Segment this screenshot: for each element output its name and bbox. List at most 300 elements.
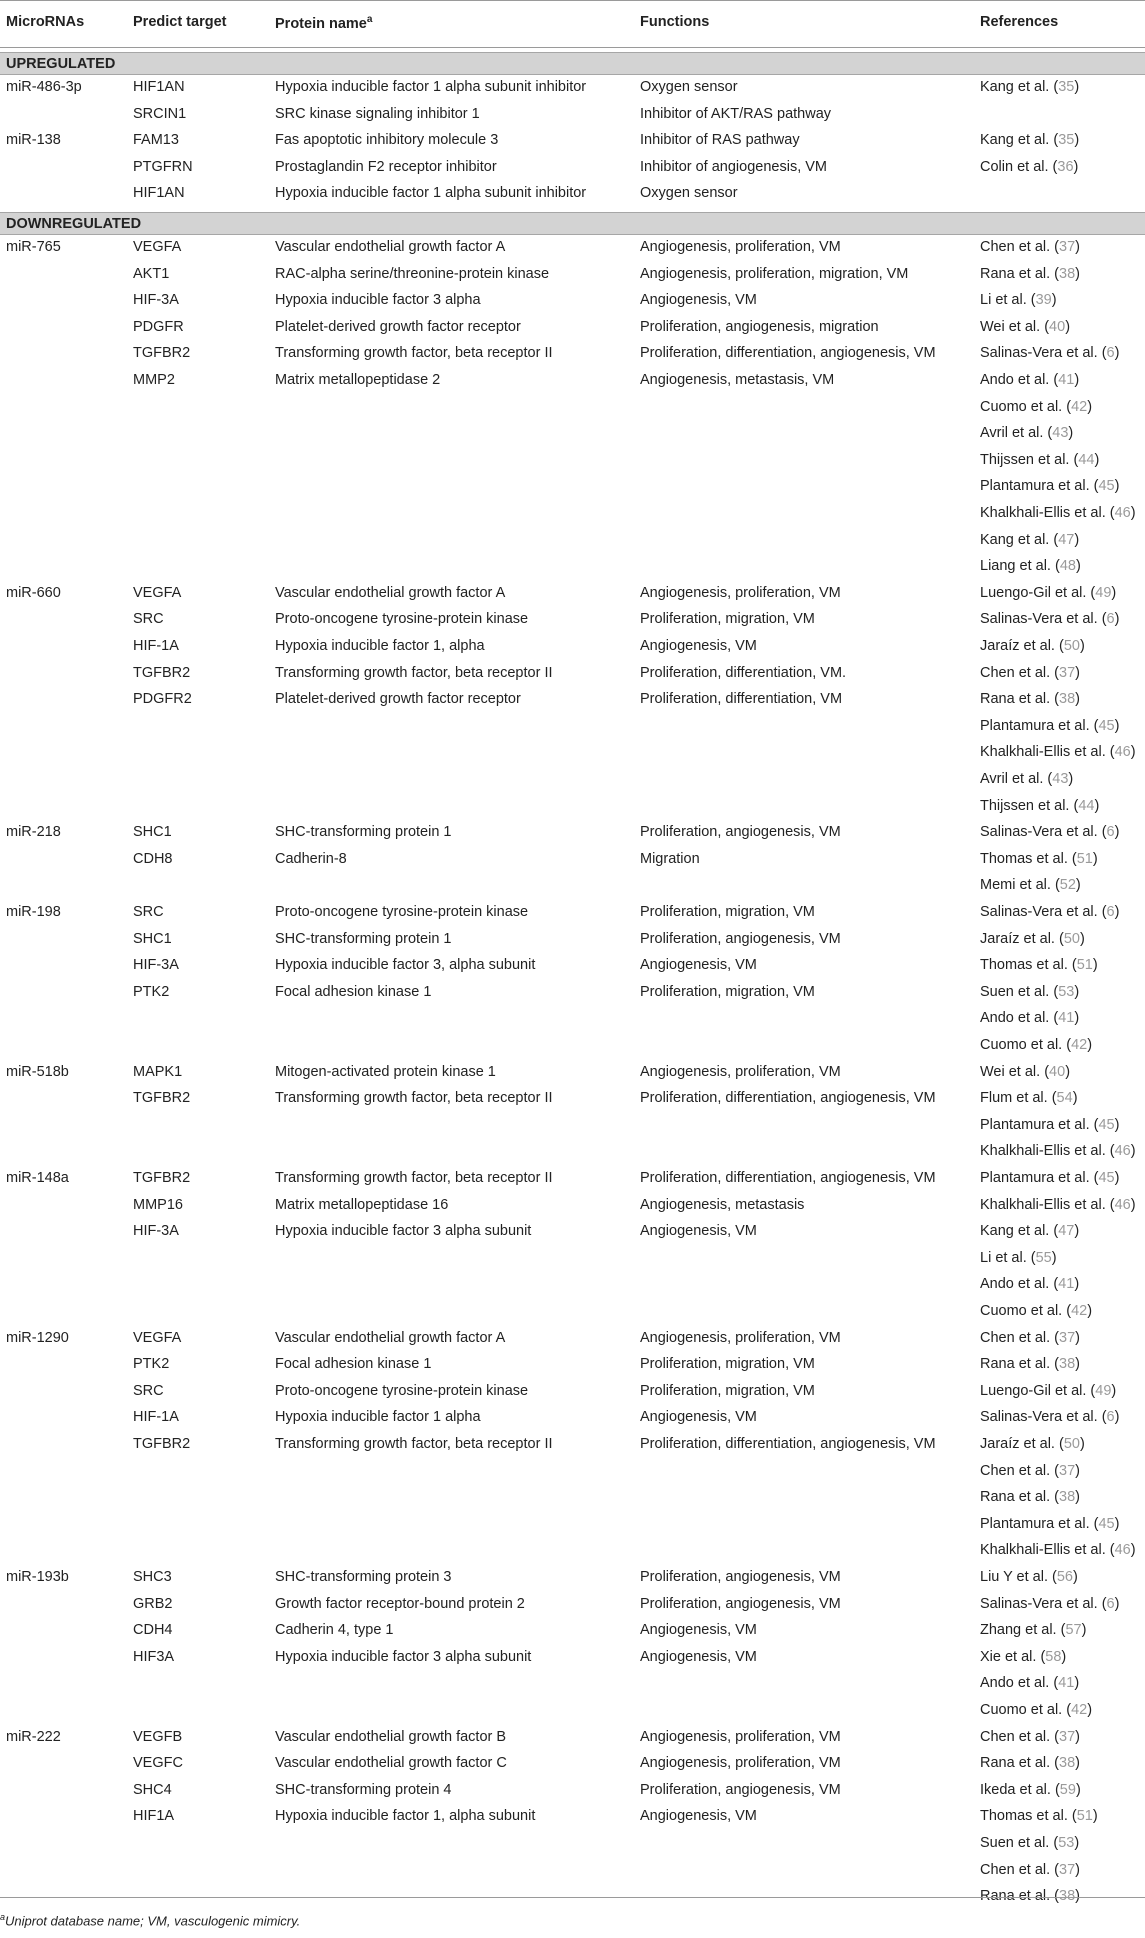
protein-name: Hypoxia inducible factor 1 alpha xyxy=(275,1409,481,1426)
header-mirnas: MicroRNAs xyxy=(6,14,85,30)
mirna-name: miR-218 xyxy=(6,824,61,841)
reference-author: Avril et al. xyxy=(980,425,1044,442)
reference: Salinas-Vera et al. (6) xyxy=(980,1595,1120,1612)
reference-author: Rana et al. xyxy=(980,1888,1051,1905)
reference-number[interactable]: 48 xyxy=(1059,558,1076,575)
reference: Wei et al. (40) xyxy=(980,318,1071,335)
reference: Cuomo et al. (42) xyxy=(980,398,1093,415)
reference-number[interactable]: 45 xyxy=(1098,1515,1115,1532)
reference-number[interactable]: 37 xyxy=(1059,1728,1076,1745)
reference-number[interactable]: 43 xyxy=(1052,425,1069,442)
protein-name: Focal adhesion kinase 1 xyxy=(275,983,432,1000)
reference: Chen et al. (37) xyxy=(980,1462,1080,1479)
reference-number[interactable]: 46 xyxy=(1114,1143,1131,1160)
mirna-name: miR-198 xyxy=(6,904,61,920)
reference-number[interactable]: 51 xyxy=(1076,957,1093,974)
protein-name: Hypoxia inducible factor 1 alpha subunit inhibitor xyxy=(275,79,587,95)
reference-number[interactable]: 43 xyxy=(1052,771,1069,787)
reference-author: Salinas-Vera et al. xyxy=(980,345,1098,362)
protein-name: SHC-transforming protein 1 xyxy=(275,930,452,947)
reference-number[interactable]: 36 xyxy=(1057,158,1074,175)
protein-name: Growth factor receptor-bound protein 2 xyxy=(275,1595,525,1612)
reference-author: Li et al. xyxy=(980,292,1027,309)
reference-author: Rana et al. xyxy=(980,265,1051,282)
predict-target: PTK2 xyxy=(133,1356,170,1373)
reference-number[interactable]: 44 xyxy=(1078,451,1095,468)
table-bottom-rule xyxy=(0,1897,1145,1898)
reference-number[interactable]: 38 xyxy=(1059,691,1076,708)
reference-author: Chen et al. xyxy=(980,1329,1051,1346)
predict-target: HIF-1A xyxy=(133,638,179,654)
reference-number[interactable]: 6 xyxy=(1106,611,1115,628)
predict-target: VEGFA xyxy=(133,1329,182,1346)
predict-target: HIF-3A xyxy=(133,292,179,309)
reference-author: Avril et al. xyxy=(980,771,1044,787)
reference: Kang et al. (47) xyxy=(980,531,1080,548)
protein-name: Transforming growth factor, beta receptor II xyxy=(275,345,553,362)
reference-number[interactable]: 45 xyxy=(1098,717,1115,734)
reference-author: Thijssen et al. xyxy=(980,797,1070,814)
predict-target: HIF1A xyxy=(133,1808,175,1825)
mirna-name: miR-193b xyxy=(6,1569,69,1585)
predict-target: HIF-1A xyxy=(133,1409,179,1426)
reference-author: Jaraíz et al. xyxy=(980,1436,1055,1452)
mirna-name: miR-660 xyxy=(6,584,61,601)
protein-name: Transforming growth factor, beta receptor II xyxy=(275,1090,553,1107)
reference: Cuomo et al. (42) xyxy=(980,1702,1093,1718)
function-text: Angiogenesis, VM xyxy=(640,1223,757,1240)
reference-author: Cuomo et al. xyxy=(980,1037,1063,1053)
reference-number[interactable]: 50 xyxy=(1063,1436,1080,1452)
protein-name: SHC-transforming protein 1 xyxy=(275,824,452,841)
predict-target: PTGFRN xyxy=(133,158,193,175)
function-text: Proliferation, differentiation, VM. xyxy=(640,664,847,681)
protein-name: SRC kinase signaling inhibitor 1 xyxy=(275,105,480,122)
function-text: Angiogenesis, VM xyxy=(640,1409,757,1426)
protein-name: RAC-alpha serine/threonine-protein kinase xyxy=(275,265,550,282)
protein-name: Platelet-derived growth factor receptor xyxy=(275,318,521,335)
reference: Thomas et al. (51) xyxy=(980,1808,1098,1825)
predict-target: AKT1 xyxy=(133,265,170,282)
protein-name: Cadherin 4, type 1 xyxy=(275,1622,394,1639)
protein-name: Hypoxia inducible factor 1 alpha subunit inhibitor xyxy=(275,185,587,202)
reference-author: Xie et al. xyxy=(980,1648,1037,1665)
function-text: Angiogenesis, metastasis xyxy=(640,1196,805,1213)
reference-author: Liang et al. xyxy=(980,558,1051,575)
reference: Khalkhali-Ellis et al. (46) xyxy=(980,1143,1136,1160)
reference-author: Plantamura et al. xyxy=(980,1116,1090,1133)
reference-author: Wei et al. xyxy=(980,318,1041,335)
predict-target: TGFBR2 xyxy=(133,345,191,362)
reference-number[interactable]: 58 xyxy=(1045,1648,1062,1665)
reference-number[interactable]: 38 xyxy=(1059,1489,1076,1506)
reference: Avril et al. (43) xyxy=(980,771,1074,787)
reference-author: Ando et al. xyxy=(980,1010,1050,1027)
reference-number[interactable]: 53 xyxy=(1058,983,1075,1000)
reference: Khalkhali-Ellis et al. (46) xyxy=(980,1542,1136,1559)
predict-target: PTK2 xyxy=(133,983,170,1000)
section-header xyxy=(0,212,1145,235)
reference: Avril et al. (43) xyxy=(980,425,1074,442)
header-protein-name: Protein name$^a$ xyxy=(275,14,373,32)
reference-author: Colin et al. xyxy=(980,158,1049,175)
protein-name: Proto-oncogene tyrosine-protein kinase xyxy=(275,1382,529,1399)
protein-name: SHC-transforming protein 4 xyxy=(275,1781,452,1798)
reference: Suen et al. (53) xyxy=(980,983,1080,1000)
reference-number[interactable]: 41 xyxy=(1058,372,1075,388)
reference: Thijssen et al. (44) xyxy=(980,797,1100,814)
function-text: Proliferation, angiogenesis, VM xyxy=(640,930,841,947)
predict-target: HIF-3A xyxy=(133,1223,179,1240)
reference: Salinas-Vera et al. (6) xyxy=(980,824,1120,841)
protein-name: Fas apoptotic inhibitory molecule 3 xyxy=(275,132,499,149)
function-text: Proliferation, differentiation, angiogenesis, VM xyxy=(640,1436,936,1452)
protein-name: Transforming growth factor, beta receptor II xyxy=(275,664,553,681)
reference: Kang et al. (35) xyxy=(980,79,1080,95)
reference: Thomas et al. (51) xyxy=(980,957,1098,974)
protein-name: Matrix metallopeptidase 2 xyxy=(275,372,441,388)
reference-number[interactable]: 40 xyxy=(1049,318,1066,335)
reference-number[interactable]: 50 xyxy=(1063,638,1080,654)
function-text: Angiogenesis, proliferation, VM xyxy=(640,1755,841,1772)
reference-author: Kang et al. xyxy=(980,531,1050,548)
reference-number[interactable]: 53 xyxy=(1058,1835,1075,1851)
protein-name: Hypoxia inducible factor 3, alpha subunit xyxy=(275,957,536,974)
reference: Liu Y et al. (56) xyxy=(980,1569,1078,1585)
reference-author: Rana et al. xyxy=(980,1755,1051,1772)
reference-number[interactable]: 54 xyxy=(1056,1090,1073,1107)
function-text: Proliferation, migration, VM xyxy=(640,983,815,1000)
reference-number[interactable]: 6 xyxy=(1106,345,1115,362)
predict-target: VEGFA xyxy=(133,239,182,255)
function-text: Angiogenesis, proliferation, VM xyxy=(640,239,841,255)
function-text: Angiogenesis, VM xyxy=(640,957,757,974)
predict-target: PDGFR2 xyxy=(133,691,192,708)
reference: Rana et al. (38) xyxy=(980,1356,1080,1373)
reference-author: Rana et al. xyxy=(980,691,1051,708)
reference-author: Chen et al. xyxy=(980,1728,1051,1745)
predict-target: FAM13 xyxy=(133,132,179,149)
function-text: Proliferation, migration, VM xyxy=(640,1356,815,1373)
reference-author: Kang et al. xyxy=(980,1223,1050,1240)
function-text: Proliferation, angiogenesis, VM xyxy=(640,1781,841,1798)
reference-number[interactable]: 42 xyxy=(1071,1702,1088,1718)
reference-author: Jaraíz et al. xyxy=(980,930,1055,947)
function-text: Proliferation, angiogenesis, migration xyxy=(640,318,879,335)
reference-number[interactable]: 42 xyxy=(1071,1037,1088,1053)
mirna-name: miR-518b xyxy=(6,1063,69,1080)
reference: Flum et al. (54) xyxy=(980,1090,1078,1107)
mirna-name: miR-765 xyxy=(6,239,61,255)
mirna-name: miR-138 xyxy=(6,132,61,149)
reference: Ando et al. (41) xyxy=(980,1276,1080,1293)
protein-name: Vascular endothelial growth factor A xyxy=(275,239,506,255)
protein-name: Matrix metallopeptidase 16 xyxy=(275,1196,449,1213)
predict-target: SHC4 xyxy=(133,1781,172,1798)
predict-target: VEGFA xyxy=(133,584,182,601)
function-text: Migration xyxy=(640,850,700,867)
reference: Rana et al. (38) xyxy=(980,1888,1080,1905)
reference-author: Chen et al. xyxy=(980,239,1051,255)
reference: Kang et al. (47) xyxy=(980,1223,1080,1240)
reference-number[interactable]: 59 xyxy=(1059,1781,1076,1798)
reference-number[interactable]: 44 xyxy=(1078,797,1095,814)
reference-number[interactable]: 42 xyxy=(1071,1303,1088,1319)
reference-number[interactable]: 57 xyxy=(1065,1622,1082,1639)
function-text: Proliferation, differentiation, VM xyxy=(640,691,843,708)
reference-author: Salinas-Vera et al. xyxy=(980,824,1098,841)
predict-target: TGFBR2 xyxy=(133,1090,191,1107)
reference: Plantamura et al. (45) xyxy=(980,1170,1120,1186)
predict-target: SHC1 xyxy=(133,824,172,841)
predict-target: CDH4 xyxy=(133,1622,173,1639)
reference-number[interactable]: 41 xyxy=(1058,1010,1075,1027)
protein-name: Proto-oncogene tyrosine-protein kinase xyxy=(275,904,529,920)
reference: Ikeda et al. (59) xyxy=(980,1781,1081,1798)
reference-author: Plantamura et al. xyxy=(980,1515,1090,1532)
reference-number[interactable]: 37 xyxy=(1059,1329,1076,1346)
reference-number[interactable]: 37 xyxy=(1059,1861,1076,1878)
reference-author: Thijssen et al. xyxy=(980,451,1070,468)
reference-number[interactable]: 38 xyxy=(1059,265,1076,282)
function-text: Angiogenesis, VM xyxy=(640,638,757,654)
function-text: Angiogenesis, VM xyxy=(640,1622,757,1639)
reference-author: Thomas et al. xyxy=(980,957,1068,974)
reference-author: Flum et al. xyxy=(980,1090,1048,1107)
function-text: Angiogenesis, proliferation, migration, VM xyxy=(640,265,909,282)
reference-number[interactable]: 49 xyxy=(1095,1382,1112,1399)
reference: Rana et al. (38) xyxy=(980,1489,1080,1506)
reference-author: Salinas-Vera et al. xyxy=(980,1409,1098,1426)
reference-number[interactable]: 46 xyxy=(1114,1196,1131,1213)
reference: Kang et al. (35) xyxy=(980,132,1080,149)
reference-number[interactable]: 37 xyxy=(1059,1462,1076,1479)
reference-author: Plantamura et al. xyxy=(980,717,1090,734)
protein-name: Prostaglandin F2 receptor inhibitor xyxy=(275,158,497,175)
protein-name: Transforming growth factor, beta receptor II xyxy=(275,1436,553,1452)
reference: Cuomo et al. (42) xyxy=(980,1037,1093,1053)
reference: Memi et al. (52) xyxy=(980,877,1081,894)
reference-number[interactable]: 56 xyxy=(1056,1569,1073,1585)
protein-name: Vascular endothelial growth factor A xyxy=(275,584,506,601)
reference: Wei et al. (40) xyxy=(980,1063,1071,1080)
reference-author: Luengo-Gil et al. xyxy=(980,584,1087,601)
function-text: Proliferation, migration, VM xyxy=(640,904,815,920)
reference: Salinas-Vera et al. (6) xyxy=(980,345,1120,362)
reference: Chen et al. (37) xyxy=(980,664,1080,681)
table-footnote: $^a$Uniprot database name; VM, vasculogenic mimicry. xyxy=(0,1912,301,1929)
reference-author: Khalkhali-Ellis et al. xyxy=(980,1196,1106,1213)
protein-name: Proto-oncogene tyrosine-protein kinase xyxy=(275,611,529,628)
predict-target: SHC1 xyxy=(133,930,172,947)
reference: Salinas-Vera et al. (6) xyxy=(980,1409,1120,1426)
function-text: Proliferation, migration, VM xyxy=(640,611,815,628)
reference: Chen et al. (37) xyxy=(980,1329,1080,1346)
protein-name: Hypoxia inducible factor 3 alpha subunit xyxy=(275,1223,532,1240)
predict-target: GRB2 xyxy=(133,1595,173,1612)
reference: Colin et al. (36) xyxy=(980,158,1079,175)
function-text: Proliferation, angiogenesis, VM xyxy=(640,1569,841,1585)
reference: Thomas et al. (51) xyxy=(980,850,1098,867)
reference-author: Plantamura et al. xyxy=(980,1170,1090,1186)
function-text: Proliferation, angiogenesis, VM xyxy=(640,824,841,841)
function-text: Proliferation, differentiation, angiogenesis, VM xyxy=(640,1170,936,1186)
reference: Zhang et al. (57) xyxy=(980,1622,1087,1639)
predict-target: MAPK1 xyxy=(133,1063,183,1080)
reference-number[interactable]: 39 xyxy=(1035,292,1052,309)
predict-target: MMP2 xyxy=(133,372,175,388)
protein-name: Hypoxia inducible factor 1, alpha xyxy=(275,638,485,654)
reference: Thijssen et al. (44) xyxy=(980,451,1100,468)
reference-author: Khalkhali-Ellis et al. xyxy=(980,1542,1106,1559)
protein-name: Mitogen-activated protein kinase 1 xyxy=(275,1063,496,1080)
reference-number[interactable]: 55 xyxy=(1035,1249,1052,1266)
predict-target: SRC xyxy=(133,611,164,628)
function-text: Inhibitor of RAS pathway xyxy=(640,132,800,149)
reference-author: Chen et al. xyxy=(980,1462,1051,1479)
reference-number[interactable]: 41 xyxy=(1058,1276,1075,1293)
mirna-name: miR-222 xyxy=(6,1728,61,1745)
function-text: Angiogenesis, VM xyxy=(640,1648,757,1665)
reference-number[interactable]: 50 xyxy=(1063,930,1080,947)
reference-author: Memi et al. xyxy=(980,877,1051,894)
reference-author: Kang et al. xyxy=(980,79,1050,95)
reference-number[interactable]: 37 xyxy=(1059,239,1076,255)
reference-number[interactable]: 45 xyxy=(1098,1170,1115,1186)
reference: Chen et al. (37) xyxy=(980,239,1080,255)
reference: Ando et al. (41) xyxy=(980,1010,1080,1027)
protein-name: Focal adhesion kinase 1 xyxy=(275,1356,432,1373)
function-text: Angiogenesis, proliferation, VM xyxy=(640,1329,841,1346)
predict-target: HIF1AN xyxy=(133,79,185,95)
reference-author: Kang et al. xyxy=(980,132,1050,149)
predict-target: CDH8 xyxy=(133,850,173,867)
reference-author: Khalkhali-Ellis et al. xyxy=(980,744,1106,761)
reference-number[interactable]: 52 xyxy=(1059,877,1076,894)
reference: Cuomo et al. (42) xyxy=(980,1303,1093,1319)
reference-author: Jaraíz et al. xyxy=(980,638,1055,654)
reference-author: Khalkhali-Ellis et al. xyxy=(980,505,1106,521)
predict-target: SHC3 xyxy=(133,1569,172,1585)
reference-author: Ikeda et al. xyxy=(980,1781,1051,1798)
reference-number[interactable]: 6 xyxy=(1106,1595,1115,1612)
reference-number[interactable]: 42 xyxy=(1071,398,1088,415)
reference: Jaraíz et al. (50) xyxy=(980,930,1085,947)
predict-target: HIF3A xyxy=(133,1648,175,1665)
function-text: Proliferation, differentiation, angiogenesis, VM xyxy=(640,345,936,362)
protein-name: Transforming growth factor, beta receptor II xyxy=(275,1170,553,1186)
reference: Plantamura et al. (45) xyxy=(980,1116,1120,1133)
protein-name: Hypoxia inducible factor 3 alpha xyxy=(275,292,481,309)
reference-number[interactable]: 51 xyxy=(1076,850,1093,867)
reference-author: Chen et al. xyxy=(980,664,1051,681)
reference-author: Chen et al. xyxy=(980,1861,1051,1878)
protein-name: Vascular endothelial growth factor C xyxy=(275,1755,507,1772)
reference-number[interactable]: 41 xyxy=(1058,1675,1075,1692)
reference-number[interactable]: 35 xyxy=(1058,79,1075,95)
reference: Jaraíz et al. (50) xyxy=(980,638,1085,654)
reference-author: Wei et al. xyxy=(980,1063,1041,1080)
reference: Rana et al. (38) xyxy=(980,1755,1080,1772)
mirna-name: miR-486-3p xyxy=(6,79,82,95)
reference: Chen et al. (37) xyxy=(980,1861,1080,1878)
reference-number[interactable]: 47 xyxy=(1058,531,1075,548)
reference-author: Li et al. xyxy=(980,1249,1027,1266)
reference-number[interactable]: 37 xyxy=(1059,664,1076,681)
predict-target: TGFBR2 xyxy=(133,1170,191,1186)
reference: Chen et al. (37) xyxy=(980,1728,1080,1745)
predict-target: HIF-3A xyxy=(133,957,179,974)
section-title: DOWNREGULATED xyxy=(6,216,142,232)
protein-name: Hypoxia inducible factor 1, alpha subunit xyxy=(275,1808,536,1825)
function-text: Angiogenesis, VM xyxy=(640,1808,757,1825)
function-text: Inhibitor of AKT/RAS pathway xyxy=(640,105,832,122)
predict-target: TGFBR2 xyxy=(133,1436,191,1452)
reference-number[interactable]: 47 xyxy=(1058,1223,1075,1240)
reference-number[interactable]: 45 xyxy=(1098,1116,1115,1133)
mirna-name: miR-148a xyxy=(6,1170,69,1186)
protein-name: Cadherin-8 xyxy=(275,850,347,867)
reference-author: Liu Y et al. xyxy=(980,1569,1048,1585)
reference-author: Ando et al. xyxy=(980,372,1050,388)
reference-number[interactable]: 51 xyxy=(1076,1808,1093,1825)
reference-number[interactable]: 46 xyxy=(1114,744,1131,761)
reference: Liang et al. (48) xyxy=(980,558,1081,575)
reference-number[interactable]: 38 xyxy=(1059,1755,1076,1772)
function-text: Angiogenesis, proliferation, VM xyxy=(640,1728,841,1745)
reference-author: Salinas-Vera et al. xyxy=(980,1595,1098,1612)
predict-target: MMP16 xyxy=(133,1196,183,1213)
function-text: Angiogenesis, VM xyxy=(640,292,757,309)
reference: Jaraíz et al. (50) xyxy=(980,1436,1085,1452)
protein-name: Hypoxia inducible factor 3 alpha subunit xyxy=(275,1648,532,1665)
reference-number[interactable]: 35 xyxy=(1058,132,1075,149)
section-title: UPREGULATED xyxy=(6,56,116,72)
predict-target: VEGFB xyxy=(133,1728,183,1745)
reference-author: Suen et al. xyxy=(980,983,1050,1000)
reference: Luengo-Gil et al. (49) xyxy=(980,584,1117,601)
function-text: Oxygen sensor xyxy=(640,79,738,95)
protein-name: Vascular endothelial growth factor B xyxy=(275,1728,507,1745)
protein-name: Platelet-derived growth factor receptor xyxy=(275,691,521,708)
function-text: Proliferation, angiogenesis, VM xyxy=(640,1595,841,1612)
function-text: Proliferation, differentiation, angiogenesis, VM xyxy=(640,1090,936,1107)
reference-author: Suen et al. xyxy=(980,1835,1050,1851)
reference-number[interactable]: 40 xyxy=(1049,1063,1066,1080)
reference-author: Ando et al. xyxy=(980,1675,1050,1692)
reference-number[interactable]: 6 xyxy=(1106,824,1115,841)
reference: Plantamura et al. (45) xyxy=(980,1515,1120,1532)
reference-number[interactable]: 46 xyxy=(1114,505,1131,521)
reference-number[interactable]: 6 xyxy=(1106,904,1115,920)
reference-number[interactable]: 6 xyxy=(1106,1409,1115,1426)
reference-number[interactable]: 38 xyxy=(1059,1888,1076,1905)
protein-name: Vascular endothelial growth factor A xyxy=(275,1329,506,1346)
predict-target: VEGFC xyxy=(133,1755,183,1772)
predict-target: SRC xyxy=(133,904,164,920)
reference-number[interactable]: 49 xyxy=(1095,584,1112,601)
reference-number[interactable]: 38 xyxy=(1059,1356,1076,1373)
reference-author: Ando et al. xyxy=(980,1276,1050,1293)
reference: Plantamura et al. (45) xyxy=(980,478,1120,495)
reference: Xie et al. (58) xyxy=(980,1648,1067,1665)
reference-number[interactable]: 45 xyxy=(1098,478,1115,495)
predict-target: SRCIN1 xyxy=(133,105,187,122)
reference-author: Salinas-Vera et al. xyxy=(980,904,1098,920)
reference-number[interactable]: 46 xyxy=(1114,1542,1131,1559)
function-text: Angiogenesis, proliferation, VM xyxy=(640,584,841,601)
reference-author: Cuomo et al. xyxy=(980,1702,1063,1718)
